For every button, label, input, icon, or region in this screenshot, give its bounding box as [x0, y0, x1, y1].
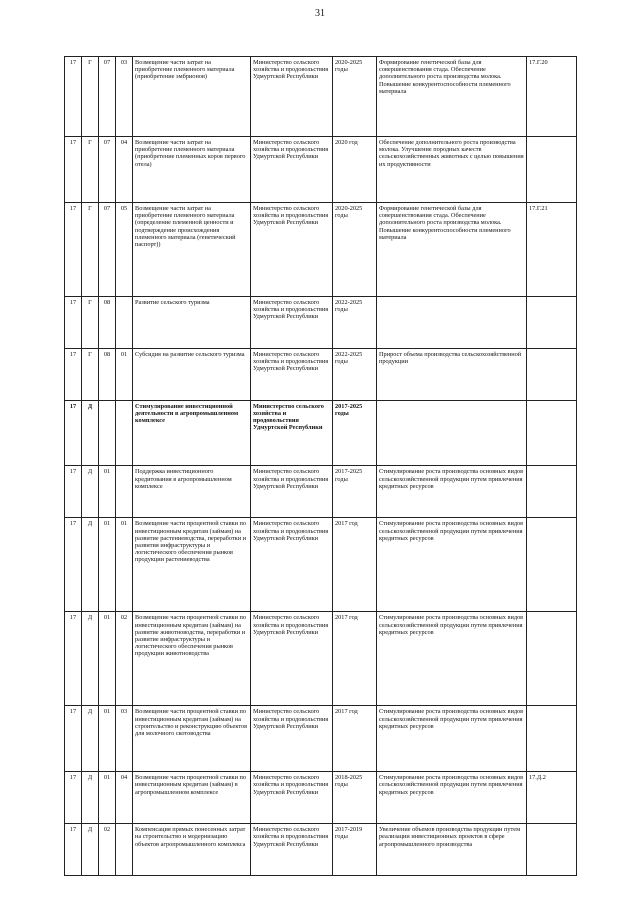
code-subevent: 03 [116, 57, 133, 137]
code-event: 08 [99, 296, 116, 348]
code-subevent: 02 [116, 612, 133, 706]
page-number: 31 [315, 8, 325, 19]
code-subprogram: Г [82, 57, 99, 137]
code-subevent: 05 [116, 202, 133, 296]
indicator-ref: 17.Г.20 [527, 57, 577, 137]
code-subevent [116, 824, 133, 876]
implementation-period: 2017 год [333, 518, 377, 612]
code-program: 17 [65, 57, 82, 137]
code-program: 17 [65, 824, 82, 876]
code-event: 01 [99, 466, 116, 518]
expected-result: Обеспечение дополнительного роста производства молока. Улучшение породных качеств сельскохозяйственных животных с целью повышения их продуктивности [377, 136, 527, 202]
responsible-executor: Министерство сельского хозяйства и продовольствия Удмуртской Республики [251, 772, 333, 824]
table-row [65, 57, 577, 137]
implementation-period: 2022-2025 годы [333, 296, 377, 348]
code-subprogram: Д [82, 772, 99, 824]
indicator-ref: 17.Г.21 [527, 202, 577, 296]
implementation-period: 2017-2025 годы [333, 466, 377, 518]
expected-result: Прирост объема производства сельскохозяйственной продукции [377, 348, 527, 400]
activity-name: Возмещение части процентной ставки по инвестиционным кредитам (займам) в агропромышленном комплексе [133, 772, 251, 824]
code-subprogram: Г [82, 136, 99, 202]
activity-name: Субсидия на развитие сельского туризма [133, 348, 251, 400]
code-event: 02 [99, 824, 116, 876]
expected-result: Формирование генетической базы для совершенствования стада. Обеспечение дополнительного роста производства молока. Повышение конкурентоспособности племенного материала [377, 57, 527, 137]
code-subprogram: Д [82, 518, 99, 612]
activity-name: Возмещение части процентной ставки по инвестиционным кредитам (займам) на развитие растениеводства, переработки и развития инфраструктуры и логистического обеспечения рынков продукции растениеводства [133, 518, 251, 612]
activity-name: Возмещение части затрат на приобретение племенного материала (приобретение эмбрионов) [133, 57, 251, 137]
code-program: 17 [65, 466, 82, 518]
code-event: 01 [99, 612, 116, 706]
code-event: 07 [99, 202, 116, 296]
activity-name: Возмещение части процентной ставки по инвестиционным кредитам (займам) на развитие животноводства, переработки и развитие инфраструктуры и логистического обеспечения рынков продукции животноводства [133, 612, 251, 706]
activity-name: Поддержка инвестиционного кредитования в агропромышленном комплексе [133, 466, 251, 518]
code-subevent: 04 [116, 772, 133, 824]
code-event: 07 [99, 57, 116, 137]
code-subevent [116, 296, 133, 348]
responsible-executor: Министерство сельского хозяйства и продовольствия Удмуртской Республики [251, 466, 333, 518]
indicator-ref [527, 518, 577, 612]
table-row [65, 518, 577, 612]
program-table-sheet [64, 56, 576, 876]
responsible-executor: Министерство сельского хозяйства и продовольствия Удмуртской Республики [251, 518, 333, 612]
code-program: 17 [65, 518, 82, 612]
code-program: 17 [65, 348, 82, 400]
program-activities-table [64, 56, 577, 876]
indicator-ref [527, 824, 577, 876]
code-program: 17 [65, 202, 82, 296]
code-program: 17 [65, 772, 82, 824]
table-row [65, 136, 577, 202]
code-subprogram: Д [82, 466, 99, 518]
implementation-period: 2020-2025 годы [333, 202, 377, 296]
implementation-period: 2022-2025 годы [333, 348, 377, 400]
code-program: 17 [65, 400, 82, 466]
table-row [65, 466, 577, 518]
code-program: 17 [65, 706, 82, 772]
responsible-executor: Министерство сельского хозяйства и продовольствия Удмуртской Республики [251, 706, 333, 772]
activity-name: Развитие сельского туризма [133, 296, 251, 348]
responsible-executor: Министерство сельского хозяйства и продовольствия Удмуртской Республики [251, 202, 333, 296]
code-subprogram: Д [82, 612, 99, 706]
code-program: 17 [65, 612, 82, 706]
implementation-period: 2017-2019 годы [333, 824, 377, 876]
indicator-ref [527, 706, 577, 772]
table-row [65, 824, 577, 876]
activity-name: Возмещение части затрат на приобретение племенного материала (определение племенной ценности и подтверждение происхождения племенного материала (генетический паспорт)) [133, 202, 251, 296]
code-subprogram: Д [82, 400, 99, 466]
expected-result: Увеличение объемов производства продукции путем реализации инвестиционных проектов в сфере агропромышленного производства [377, 824, 527, 876]
table-row [65, 772, 577, 824]
indicator-ref [527, 348, 577, 400]
code-subprogram: Г [82, 202, 99, 296]
code-event [99, 400, 116, 466]
implementation-period: 2017-2025 годы [333, 400, 377, 466]
code-event: 08 [99, 348, 116, 400]
expected-result: Формирование генетической базы для совершенствования стада. Обеспечение дополнительного роста производства молока. Повышение конкурентоспособности племенного материала [377, 202, 527, 296]
responsible-executor: Министерство сельского хозяйства и продовольствия Удмуртской Республики [251, 824, 333, 876]
code-program: 17 [65, 296, 82, 348]
implementation-period: 2017 год [333, 706, 377, 772]
indicator-ref [527, 296, 577, 348]
responsible-executor: Министерство сельского хозяйства и продовольствия Удмуртской Республики [251, 348, 333, 400]
expected-result [377, 400, 527, 466]
indicator-ref [527, 466, 577, 518]
code-program: 17 [65, 136, 82, 202]
code-subevent: 01 [116, 348, 133, 400]
code-event: 01 [99, 518, 116, 612]
code-event: 01 [99, 706, 116, 772]
code-subevent [116, 466, 133, 518]
implementation-period: 2020-2025 годы [333, 57, 377, 137]
code-subprogram: Г [82, 296, 99, 348]
code-subevent: 01 [116, 518, 133, 612]
responsible-executor: Министерство сельского хозяйства и продовольствия Удмуртской Республики [251, 612, 333, 706]
expected-result: Стимулирование роста производства основных видов сельскохозяйственной продукции путем привлечения кредитных ресурсов [377, 772, 527, 824]
indicator-ref [527, 136, 577, 202]
activity-name: Компенсация прямых понесенных затрат на строительство и модернизацию объектов агропромышленного комплекса [133, 824, 251, 876]
activity-name: Возмещение части процентной ставки по инвестиционным кредитам (займам) на строительство и реконструкцию объектов для молочного скотоводства [133, 706, 251, 772]
indicator-ref: 17.Д.2 [527, 772, 577, 824]
code-subevent: 04 [116, 136, 133, 202]
activity-name: Стимулирование инвестиционной деятельности в агропромышленном комплексе [133, 400, 251, 466]
activity-name: Возмещение части затрат на приобретение племенного материала (приобретение племенных коров первого отела) [133, 136, 251, 202]
table-row [65, 348, 577, 400]
responsible-executor: Министерство сельского хозяйства и продовольствия Удмуртской Республики [251, 296, 333, 348]
table-row [65, 296, 577, 348]
indicator-ref [527, 612, 577, 706]
responsible-executor: Министерство сельского хозяйства и продовольствия Удмуртской Республики [251, 400, 333, 466]
implementation-period: 2017 год [333, 612, 377, 706]
code-event: 01 [99, 772, 116, 824]
expected-result: Стимулирование роста производства основных видов сельскохозяйственной продукции путем привлечения кредитных ресурсов [377, 518, 527, 612]
code-subprogram: Г [82, 348, 99, 400]
responsible-executor: Министерство сельского хозяйства и продовольствия Удмуртской Республики [251, 136, 333, 202]
implementation-period: 2018-2025 годы [333, 772, 377, 824]
indicator-ref [527, 400, 577, 466]
code-subevent: 03 [116, 706, 133, 772]
expected-result: Стимулирование роста производства основных видов сельскохозяйственной продукции путем привлечения кредитных ресурсов [377, 612, 527, 706]
code-event: 07 [99, 136, 116, 202]
implementation-period: 2020 год [333, 136, 377, 202]
expected-result: Стимулирование роста производства основных видов сельскохозяйственной продукции путем привлечения кредитных ресурсов [377, 706, 527, 772]
responsible-executor: Министерство сельского хозяйства и продовольствия Удмуртской Республики [251, 57, 333, 137]
table-row [65, 706, 577, 772]
expected-result [377, 296, 527, 348]
expected-result: Стимулирование роста производства основных видов сельскохозяйственной продукции путем привлечения кредитных ресурсов [377, 466, 527, 518]
code-subprogram: Д [82, 706, 99, 772]
code-subevent [116, 400, 133, 466]
table-row [65, 400, 577, 466]
code-subprogram: Д [82, 824, 99, 876]
table-row [65, 202, 577, 296]
table-row [65, 612, 577, 706]
